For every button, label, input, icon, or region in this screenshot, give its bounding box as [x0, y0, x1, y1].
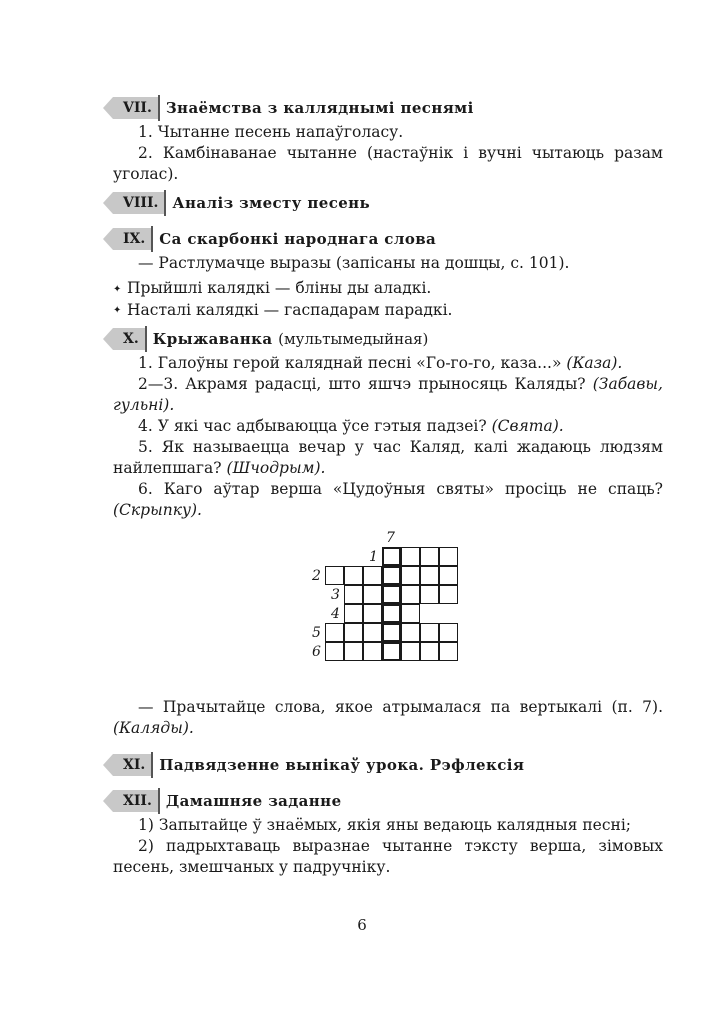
crossword-cell — [382, 566, 401, 585]
crossword-cell — [325, 642, 344, 661]
crossword-row-label: 1 — [369, 549, 378, 565]
section-number-badge: VII. — [113, 97, 158, 119]
paragraph: 1. Чытанне песень напаўголасу. — [138, 123, 404, 141]
crossword-cell — [363, 566, 382, 585]
crossword-cell — [382, 585, 401, 604]
section-vii — [113, 94, 663, 122]
crossword-cell — [401, 642, 420, 661]
crossword-cell — [439, 623, 458, 642]
crossword-cell — [382, 547, 401, 566]
paragraph: 1) Запытайце ў знаёмых, якія яны ведаюць калядныя песні; — [138, 816, 632, 834]
section-xi — [113, 751, 663, 779]
crossword-cell — [344, 623, 363, 642]
crossword-cell — [382, 604, 401, 623]
crossword-cell — [344, 604, 363, 623]
list-item: ✦ Прыйшлі калядкі — бліны ды аладкі. — [113, 278, 663, 300]
section-title: Крыжаванка (мультымедыйная) — [152, 330, 429, 348]
section-title: Дамашняе заданне — [165, 792, 342, 810]
page-number: 6 — [357, 916, 367, 934]
crossword-cell — [401, 623, 420, 642]
crossword-row-label: 2 — [312, 568, 321, 584]
section-xii — [113, 787, 663, 815]
section-number-badge: XII. — [113, 790, 158, 812]
crossword-row-label: 6 — [312, 644, 321, 660]
crossword-vertical-label: 7 — [386, 530, 395, 546]
crossword-grid — [113, 529, 663, 679]
paragraph: 1. Галоўны герой каляднай песні «Го-го-го, каза...» (Каза). — [138, 354, 623, 372]
paragraph: — Прачытайце слова, якое атрымалася па вертыкалі (п. 7). (Каляды). — [113, 698, 663, 737]
crossword-cell — [363, 623, 382, 642]
crossword-row-label: 3 — [331, 587, 340, 603]
section-title: Са скарбонкі народнага слова — [159, 230, 437, 248]
section-ix — [113, 225, 663, 253]
section-x — [113, 325, 663, 353]
list-item: ✦ Насталі калядкі — гаспадарам парадкі. — [113, 300, 663, 322]
paragraph: 2. Камбінаванае чытанне (настаўнік і вучні чытаюць разам уголас). — [113, 144, 663, 183]
section-title: Падвядзенне вынікаў урока. Рэфлексія — [159, 756, 525, 774]
section-title: Знаёмства з калляднымі песнямі — [165, 99, 474, 117]
section-number-badge: X. — [113, 328, 145, 350]
bullet-icon: ✦ — [113, 305, 122, 316]
crossword-cell — [382, 623, 401, 642]
crossword-cell — [439, 585, 458, 604]
crossword-cell — [382, 642, 401, 661]
crossword-cell — [401, 566, 420, 585]
bullet-icon: ✦ — [113, 283, 122, 295]
crossword-cell — [420, 585, 439, 604]
crossword-row-label: 4 — [331, 606, 340, 622]
crossword-cell — [420, 547, 439, 566]
crossword-row-label: 5 — [312, 625, 321, 641]
crossword-cell — [439, 642, 458, 661]
crossword-cell — [363, 604, 382, 623]
paragraph: 2—3. Акрамя радасці, што яшчэ прыносяць Каляды? (Забавы, гульні). — [113, 375, 663, 414]
paragraph: 6. Каго аўтар верша «Цудоўныя святы» просіць не спаць? (Скрыпку). — [113, 480, 663, 519]
crossword-cell — [344, 566, 363, 585]
section-viii — [113, 189, 663, 217]
crossword-cell — [401, 547, 420, 566]
section-title: Аналіз зместу песень — [172, 194, 371, 212]
crossword-cell — [401, 585, 420, 604]
paragraph: 2) падрыхтаваць выразнае чытанне тэксту верша, зімовых песень, змешчаных у падручніку. — [113, 837, 663, 876]
paragraph: 4. У які час адбываюцца ўсе гэтыя падзеі? (Свята). — [138, 417, 564, 435]
crossword-cell — [325, 623, 344, 642]
section-number-badge: IX. — [113, 228, 151, 250]
crossword-cell — [344, 585, 363, 604]
crossword-cell — [439, 566, 458, 585]
crossword-cell — [439, 547, 458, 566]
section-number-badge: VIII. — [113, 192, 164, 214]
crossword-cell — [420, 642, 439, 661]
paragraph: — Растлумачце выразы (запісаны на дошцы, с. 101). — [138, 254, 570, 272]
crossword-cell — [344, 642, 363, 661]
crossword-cell — [363, 585, 382, 604]
crossword-cell — [325, 566, 344, 585]
crossword-cell — [401, 604, 420, 623]
page-content — [113, 94, 663, 878]
crossword-cell — [420, 566, 439, 585]
paragraph: 5. Як называецца вечар у час Каляд, калі жадаюць людзям найлепшага? (Шчодрым). — [113, 438, 663, 477]
crossword-cell — [363, 642, 382, 661]
crossword-cell — [420, 623, 439, 642]
section-number-badge: XI. — [113, 754, 151, 776]
